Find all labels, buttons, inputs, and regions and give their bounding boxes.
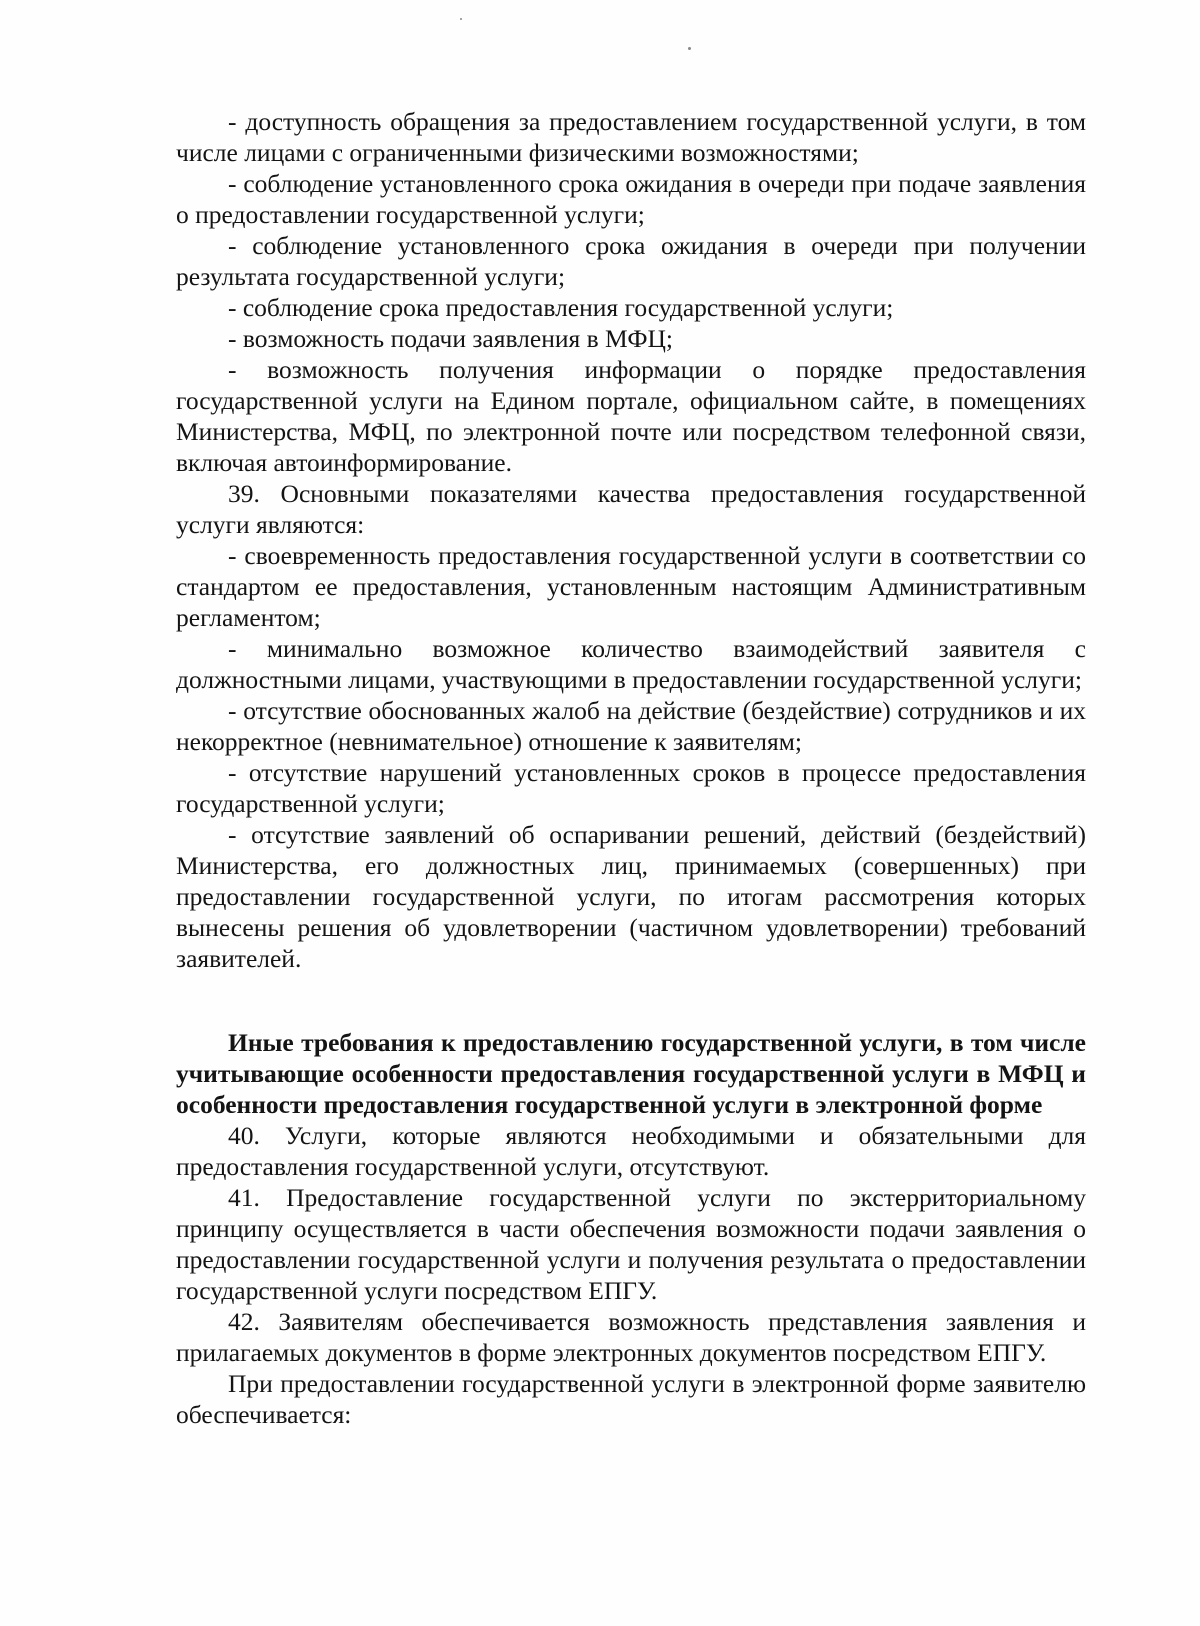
section-heading: Иные требования к предоставлению государственной услуги, в том числе учитывающие особенности предоставления государственной услуги в МФЦ и особенности предоставления государственной услуги в электронной форме	[176, 1028, 1086, 1119]
paragraph: - своевременность предоставления государственной услуги в соответствии со стандартом ее предоставления, установленным настоящим Административным регламентом;	[176, 541, 1086, 632]
paragraph: 39. Основными показателями качества предоставления государственной услуги являются:	[176, 479, 1086, 539]
scan-speck	[460, 18, 462, 20]
paragraph: - минимально возможное количество взаимодействий заявителя с должностными лицами, участвующими в предоставлении государственной услуги;	[176, 634, 1086, 694]
paragraph: - отсутствие заявлений об оспаривании решений, действий (бездействий) Министерства, его должностных лиц, принимаемых (совершенных) при предоставлении государственной услуги, по итогам рассмотрения которых вынесены решения об удовлетворении (частичном удовлетворении) требований заявителей.	[176, 820, 1086, 973]
paragraph: 41. Предоставление государственной услуги по экстерриториальному принципу осуществляется в части обеспечения возможности подачи заявления о предоставлении государственной услуги и получения результата о предоставлении государственной услуги посредством ЕПГУ.	[176, 1183, 1086, 1305]
paragraph: 42. Заявителям обеспечивается возможность представления заявления и прилагаемых документов в форме электронных документов посредством ЕПГУ.	[176, 1307, 1086, 1367]
paragraph: - возможность подачи заявления в МФЦ;	[228, 324, 674, 353]
paragraph: - отсутствие нарушений установленных сроков в процессе предоставления государственной услуги;	[176, 758, 1086, 818]
paragraph: - доступность обращения за предоставлением государственной услуги, в том числе лицами с ограниченными физическими возможностями;	[176, 107, 1086, 167]
paragraph: - соблюдение срока предоставления государственной услуги;	[228, 293, 894, 322]
paragraph: - отсутствие обоснованных жалоб на действие (бездействие) сотрудников и их некорректное (невнимательное) отношение к заявителям;	[176, 696, 1086, 756]
document-body	[176, 106, 1086, 1430]
paragraph: - соблюдение установленного срока ожидания в очереди при получении результата государственной услуги;	[176, 231, 1086, 291]
scan-speck	[688, 47, 691, 50]
section-gap	[176, 974, 1086, 1005]
paragraph: 40. Услуги, которые являются необходимыми и обязательными для предоставления государственной услуги, отсутствуют.	[176, 1121, 1086, 1181]
paragraph: При предоставлении государственной услуги в электронной форме заявителю обеспечивается:	[176, 1369, 1086, 1429]
paragraph: - возможность получения информации о порядке предоставления государственной услуги на Едином портале, официальном сайте, в помещениях Министерства, МФЦ, по электронной почте или посредством телефонной связи, включая автоинформирование.	[176, 355, 1086, 477]
paragraph: - соблюдение установленного срока ожидания в очереди при подаче заявления о предоставлении государственной услуги;	[176, 169, 1086, 229]
